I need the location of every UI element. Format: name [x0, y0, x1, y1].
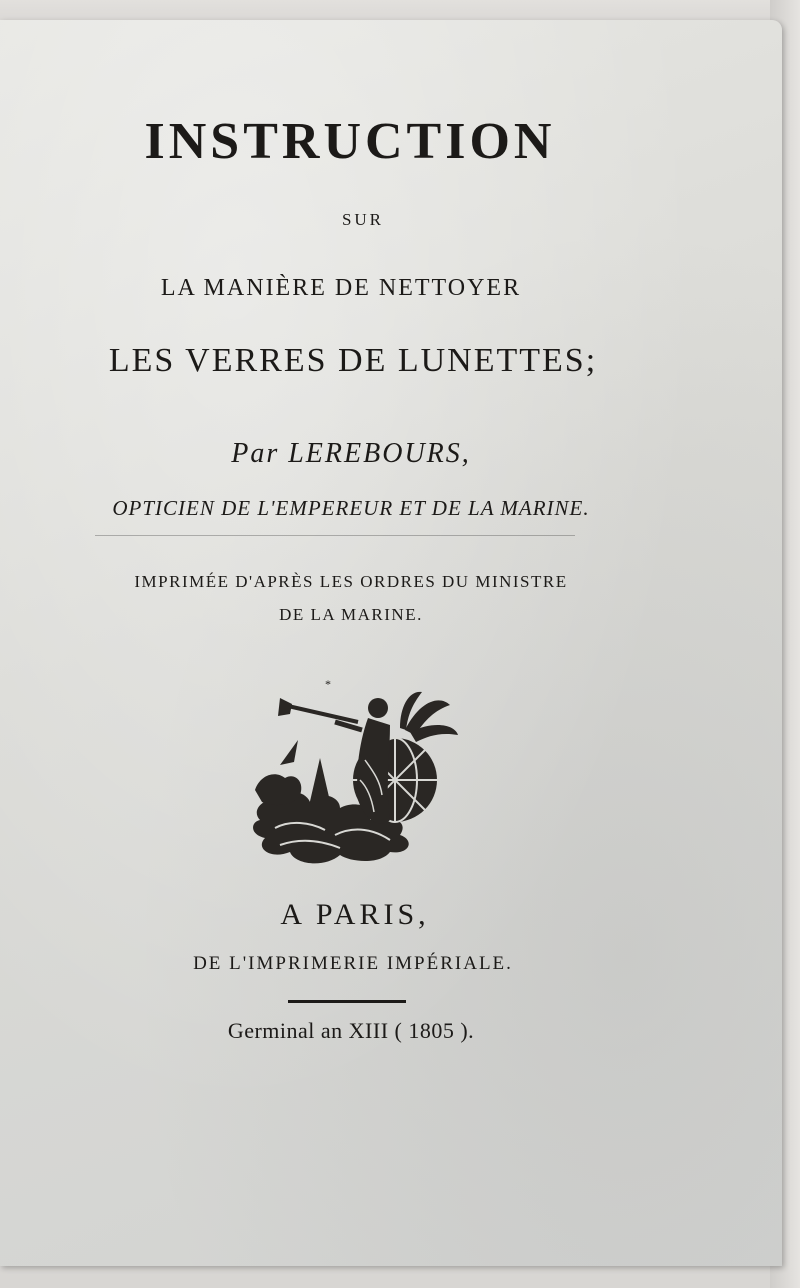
title-page — [0, 20, 782, 1266]
imprint-note-line-1: IMPRIMÉE D'APRÈS LES ORDRES DU MINISTRE — [134, 572, 568, 591]
imprint-note-line-2: DE LA MARINE. — [279, 605, 423, 624]
subtitle-line-2: LES VERRES DE LUNETTES; — [108, 342, 598, 379]
imprint-rule — [288, 1000, 406, 1003]
faint-rule — [95, 535, 575, 536]
imprint-publisher: DE L'IMPRIMERIE IMPÉRIALE. — [193, 953, 513, 974]
imprint-date: Germinal an XIII ( 1805 ). — [227, 1018, 475, 1043]
subtitle-line-1: LA MANIÈRE DE NETTOYER — [160, 275, 522, 301]
subtitle-preposition: SUR — [341, 210, 385, 229]
page-title: INSTRUCTION — [144, 113, 556, 170]
author-line: Par LEREBOURS, — [231, 438, 471, 469]
imprint-place: A PARIS, — [280, 898, 430, 931]
author-title: OPTICIEN DE L'EMPEREUR ET DE LA MARINE. — [112, 496, 590, 520]
svg-text:*: * — [325, 677, 331, 691]
fame-trumpet-vignette-icon — [240, 670, 460, 870]
